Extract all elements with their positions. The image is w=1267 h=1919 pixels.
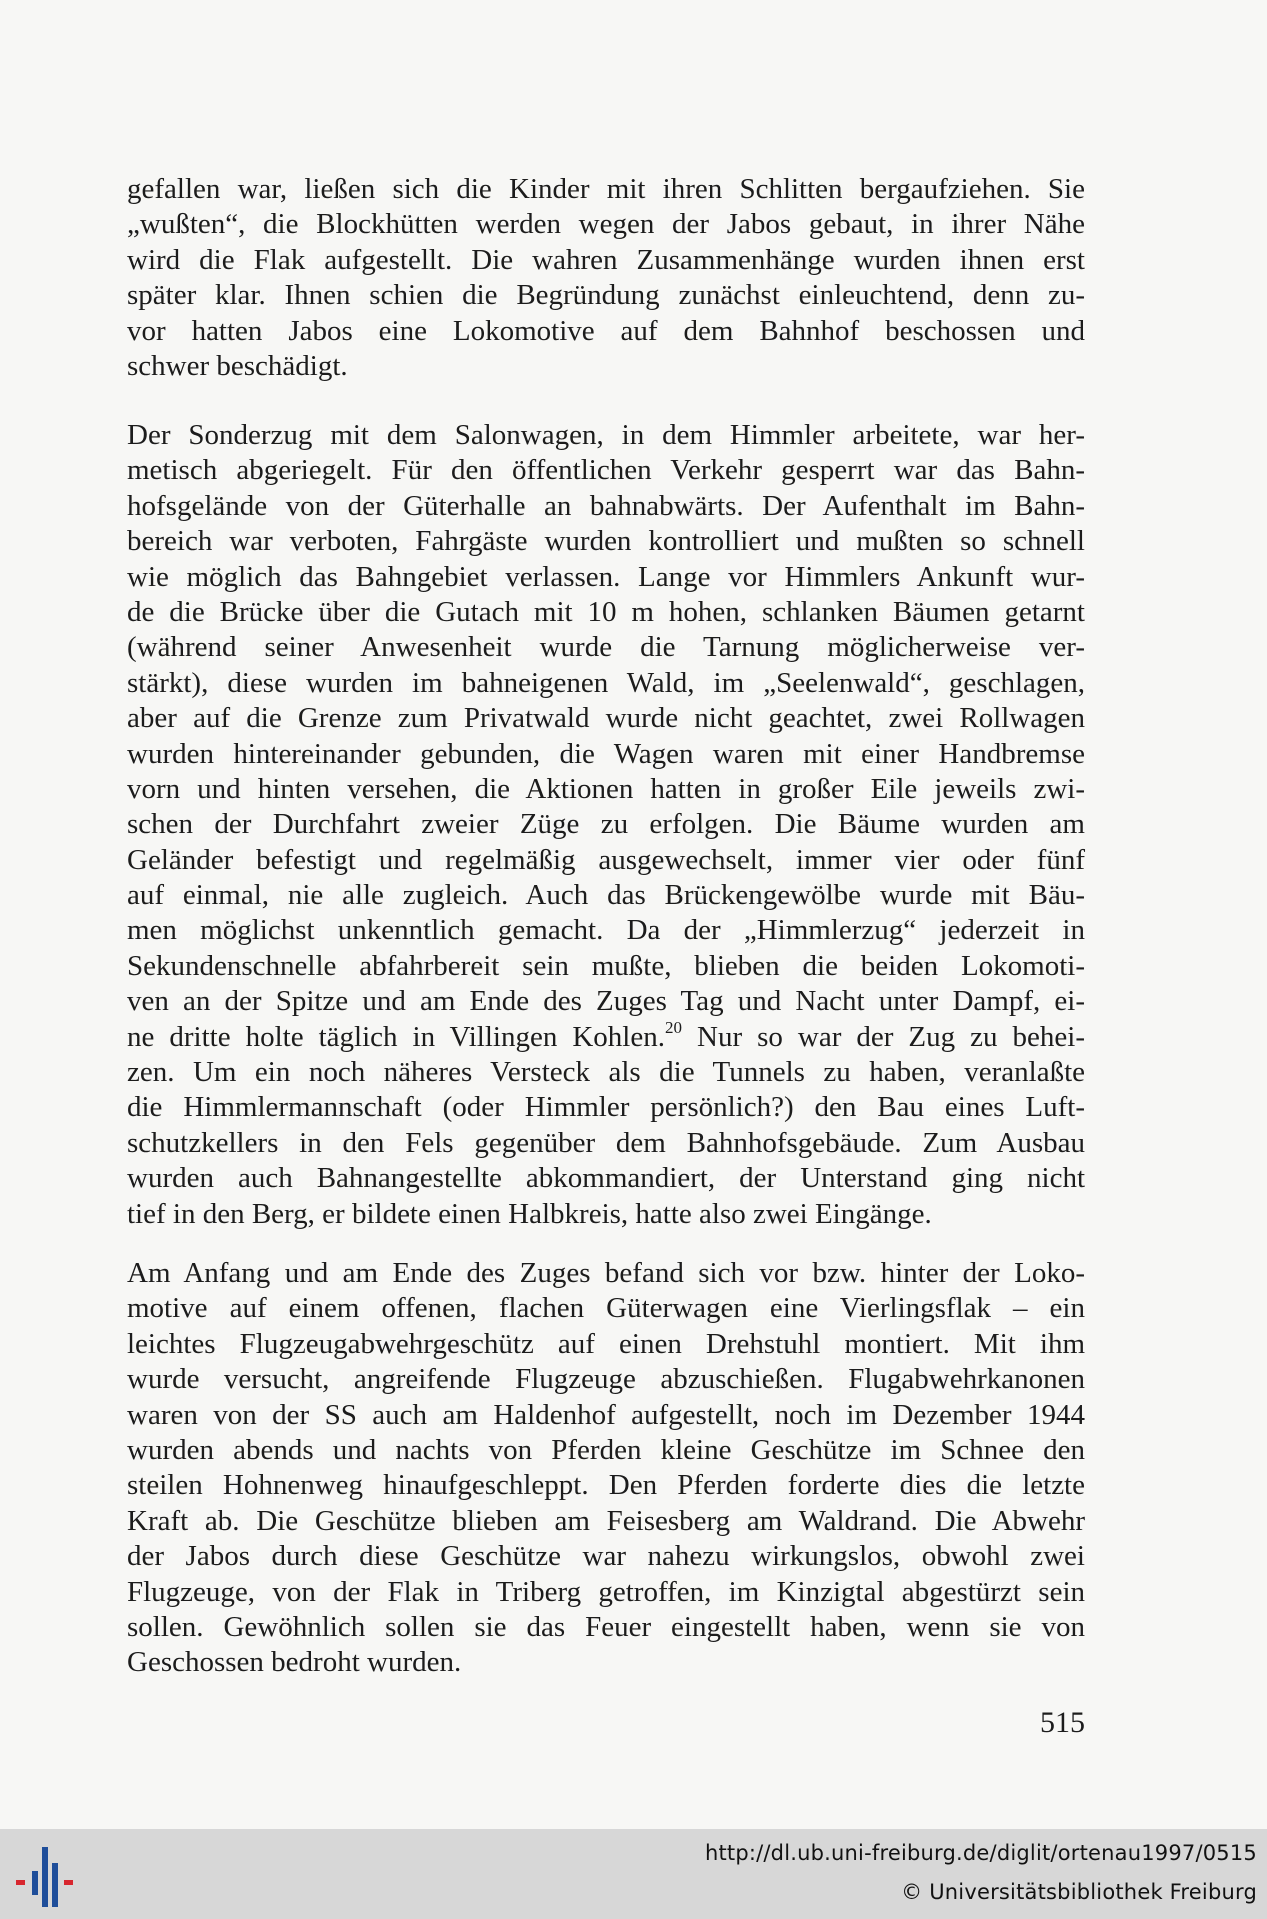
text-line: wurden auch Bahnangestellte abkommandiert, der Unterstand ging nicht (127, 1162, 1085, 1195)
text-line: aber auf die Grenze zum Privatwald wurde nicht geachtet, zwei Rollwagen (127, 702, 1085, 735)
text-line: hofsgelände von der Güterhalle an bahnabwärts. Der Aufenthalt im Bahn- (127, 489, 1085, 522)
text-line: später klar. Ihnen schien die Begründung zunächst einleuchtend, denn zu- (127, 279, 1085, 312)
text-line: schutzkellers in den Fels gegenüber dem Bahnhofsgebäude. Zum Ausbau (127, 1126, 1085, 1159)
footnote-ref[interactable]: 20 (665, 1017, 682, 1037)
text-line: leichtes Flugzeugabwehrgeschütz auf einen Drehstuhl montiert. Mit ihm (127, 1327, 1085, 1360)
permalink-url[interactable]: http://dl.ub.uni-freiburg.de/diglit/ortenau1997/0515 (704, 1841, 1257, 1865)
page-number: 515 (1040, 1706, 1085, 1739)
text-line: men möglichst unkenntlich gemacht. Da der „Himmlerzug“ jederzeit in (127, 914, 1085, 947)
text-line: Flugzeuge, von der Flak in Triberg getroffen, im Kinzigtal abgestürzt sein (127, 1575, 1085, 1608)
text-line: zen. Um ein noch näheres Versteck als die Tunnels zu haben, veranlaßte (127, 1056, 1085, 1089)
text-line: (während seiner Anwesenheit wurde die Tarnung möglicherweise ver- (127, 631, 1085, 664)
text-line: die Himmlermannschaft (oder Himmler persönlich?) den Bau eines Luft- (127, 1091, 1085, 1124)
text-line: Sekundenschnelle abfahrbereit sein mußte, blieben die beiden Lokomoti- (127, 949, 1085, 982)
text-line: gefallen war, ließen sich die Kinder mit ihren Schlitten bergaufziehen. Sie (127, 173, 1085, 205)
text-line: wurden hintereinander gebunden, die Wagen waren mit einer Handbremse (127, 737, 1085, 770)
text-line: Kraft ab. Die Geschütze blieben am Feisesberg am Waldrand. Die Abwehr (127, 1504, 1085, 1537)
text-line: der Jabos durch diese Geschütze war nahezu wirkungslos, obwohl zwei (127, 1540, 1085, 1573)
copyright-notice: © Universitätsbibliothek Freiburg (901, 1880, 1257, 1904)
paragraph-2 (127, 418, 1085, 1232)
text-line: vor hatten Jabos eine Lokomotive auf dem Bahnhof beschossen und (127, 314, 1085, 347)
text-line: de die Brücke über die Gutach mit 10 m hohen, schlanken Bäumen getarnt (127, 595, 1085, 628)
text-line: schwer beschädigt. (127, 349, 348, 382)
library-footer (0, 1829, 1267, 1919)
text-fragment: Nur so war der Zug zu behei- (682, 1020, 1085, 1053)
text-line: wie möglich das Bahngebiet verlassen. Lange vor Himmlers Ankunft wur- (127, 560, 1085, 593)
university-library-logo-icon[interactable] (14, 1845, 82, 1909)
text-line: tief in den Berg, er bildete einen Halbkreis, hatte also zwei Eingänge. (127, 1197, 932, 1230)
text-line: vorn und hinten versehen, die Aktionen hatten in großer Eile jeweils zwi- (127, 772, 1085, 805)
text-line-with-footnote (127, 1017, 1085, 1055)
text-line: wurde versucht, angreifende Flugzeuge abzuschießen. Flugabwehrkanonen (127, 1363, 1085, 1396)
text-line: auf einmal, nie alle zugleich. Auch das Brückengewölbe wurde mit Bäu- (127, 879, 1085, 912)
text-line: Der Sonderzug mit dem Salonwagen, in dem Himmler arbeitete, war her- (127, 419, 1085, 451)
text-line: waren von der SS auch am Haldenhof aufgestellt, noch im Dezember 1944 (127, 1398, 1085, 1431)
text-line: stärkt), diese wurden im bahneigenen Wald, im „Seelenwald“, geschlagen, (127, 666, 1085, 699)
text-line: Geschossen bedroht wurden. (127, 1646, 462, 1679)
text-line: schen der Durchfahrt zweier Züge zu erfolgen. Die Bäume wurden am (127, 808, 1085, 841)
text-fragment: ne dritte holte täglich in Villingen Kohlen. (127, 1020, 665, 1053)
text-line: steilen Hohnenweg hinaufgeschleppt. Den Pferden forderte dies die letzte (127, 1469, 1085, 1502)
text-line: metisch abgeriegelt. Für den öffentlichen Verkehr gesperrt war das Bahn- (127, 454, 1085, 487)
paragraph-3 (127, 1256, 1085, 1681)
text-line: „wußten“, die Blockhütten werden wegen der Jabos gebaut, in ihrer Nähe (127, 208, 1085, 241)
text-line: bereich war verboten, Fahrgäste wurden kontrolliert und mußten so schnell (127, 525, 1085, 558)
text-line: ven an der Spitze und am Ende des Zuges Tag und Nacht unter Dampf, ei- (127, 985, 1085, 1018)
text-line: Geländer befestigt und regelmäßig ausgewechselt, immer vier oder fünf (127, 843, 1085, 876)
paragraph-1 (127, 172, 1085, 384)
text-line: wurden abends und nachts von Pferden kleine Geschütze im Schnee den (127, 1433, 1085, 1466)
text-line: Am Anfang und am Ende des Zuges befand sich vor bzw. hinter der Loko- (127, 1257, 1085, 1289)
text-line: wird die Flak aufgestellt. Die wahren Zusammenhänge wurden ihnen erst (127, 243, 1085, 276)
text-line: sollen. Gewöhnlich sollen sie das Feuer eingestellt haben, wenn sie von (127, 1610, 1085, 1643)
text-line: motive auf einem offenen, flachen Güterwagen eine Vierlingsflak – ein (127, 1292, 1085, 1325)
